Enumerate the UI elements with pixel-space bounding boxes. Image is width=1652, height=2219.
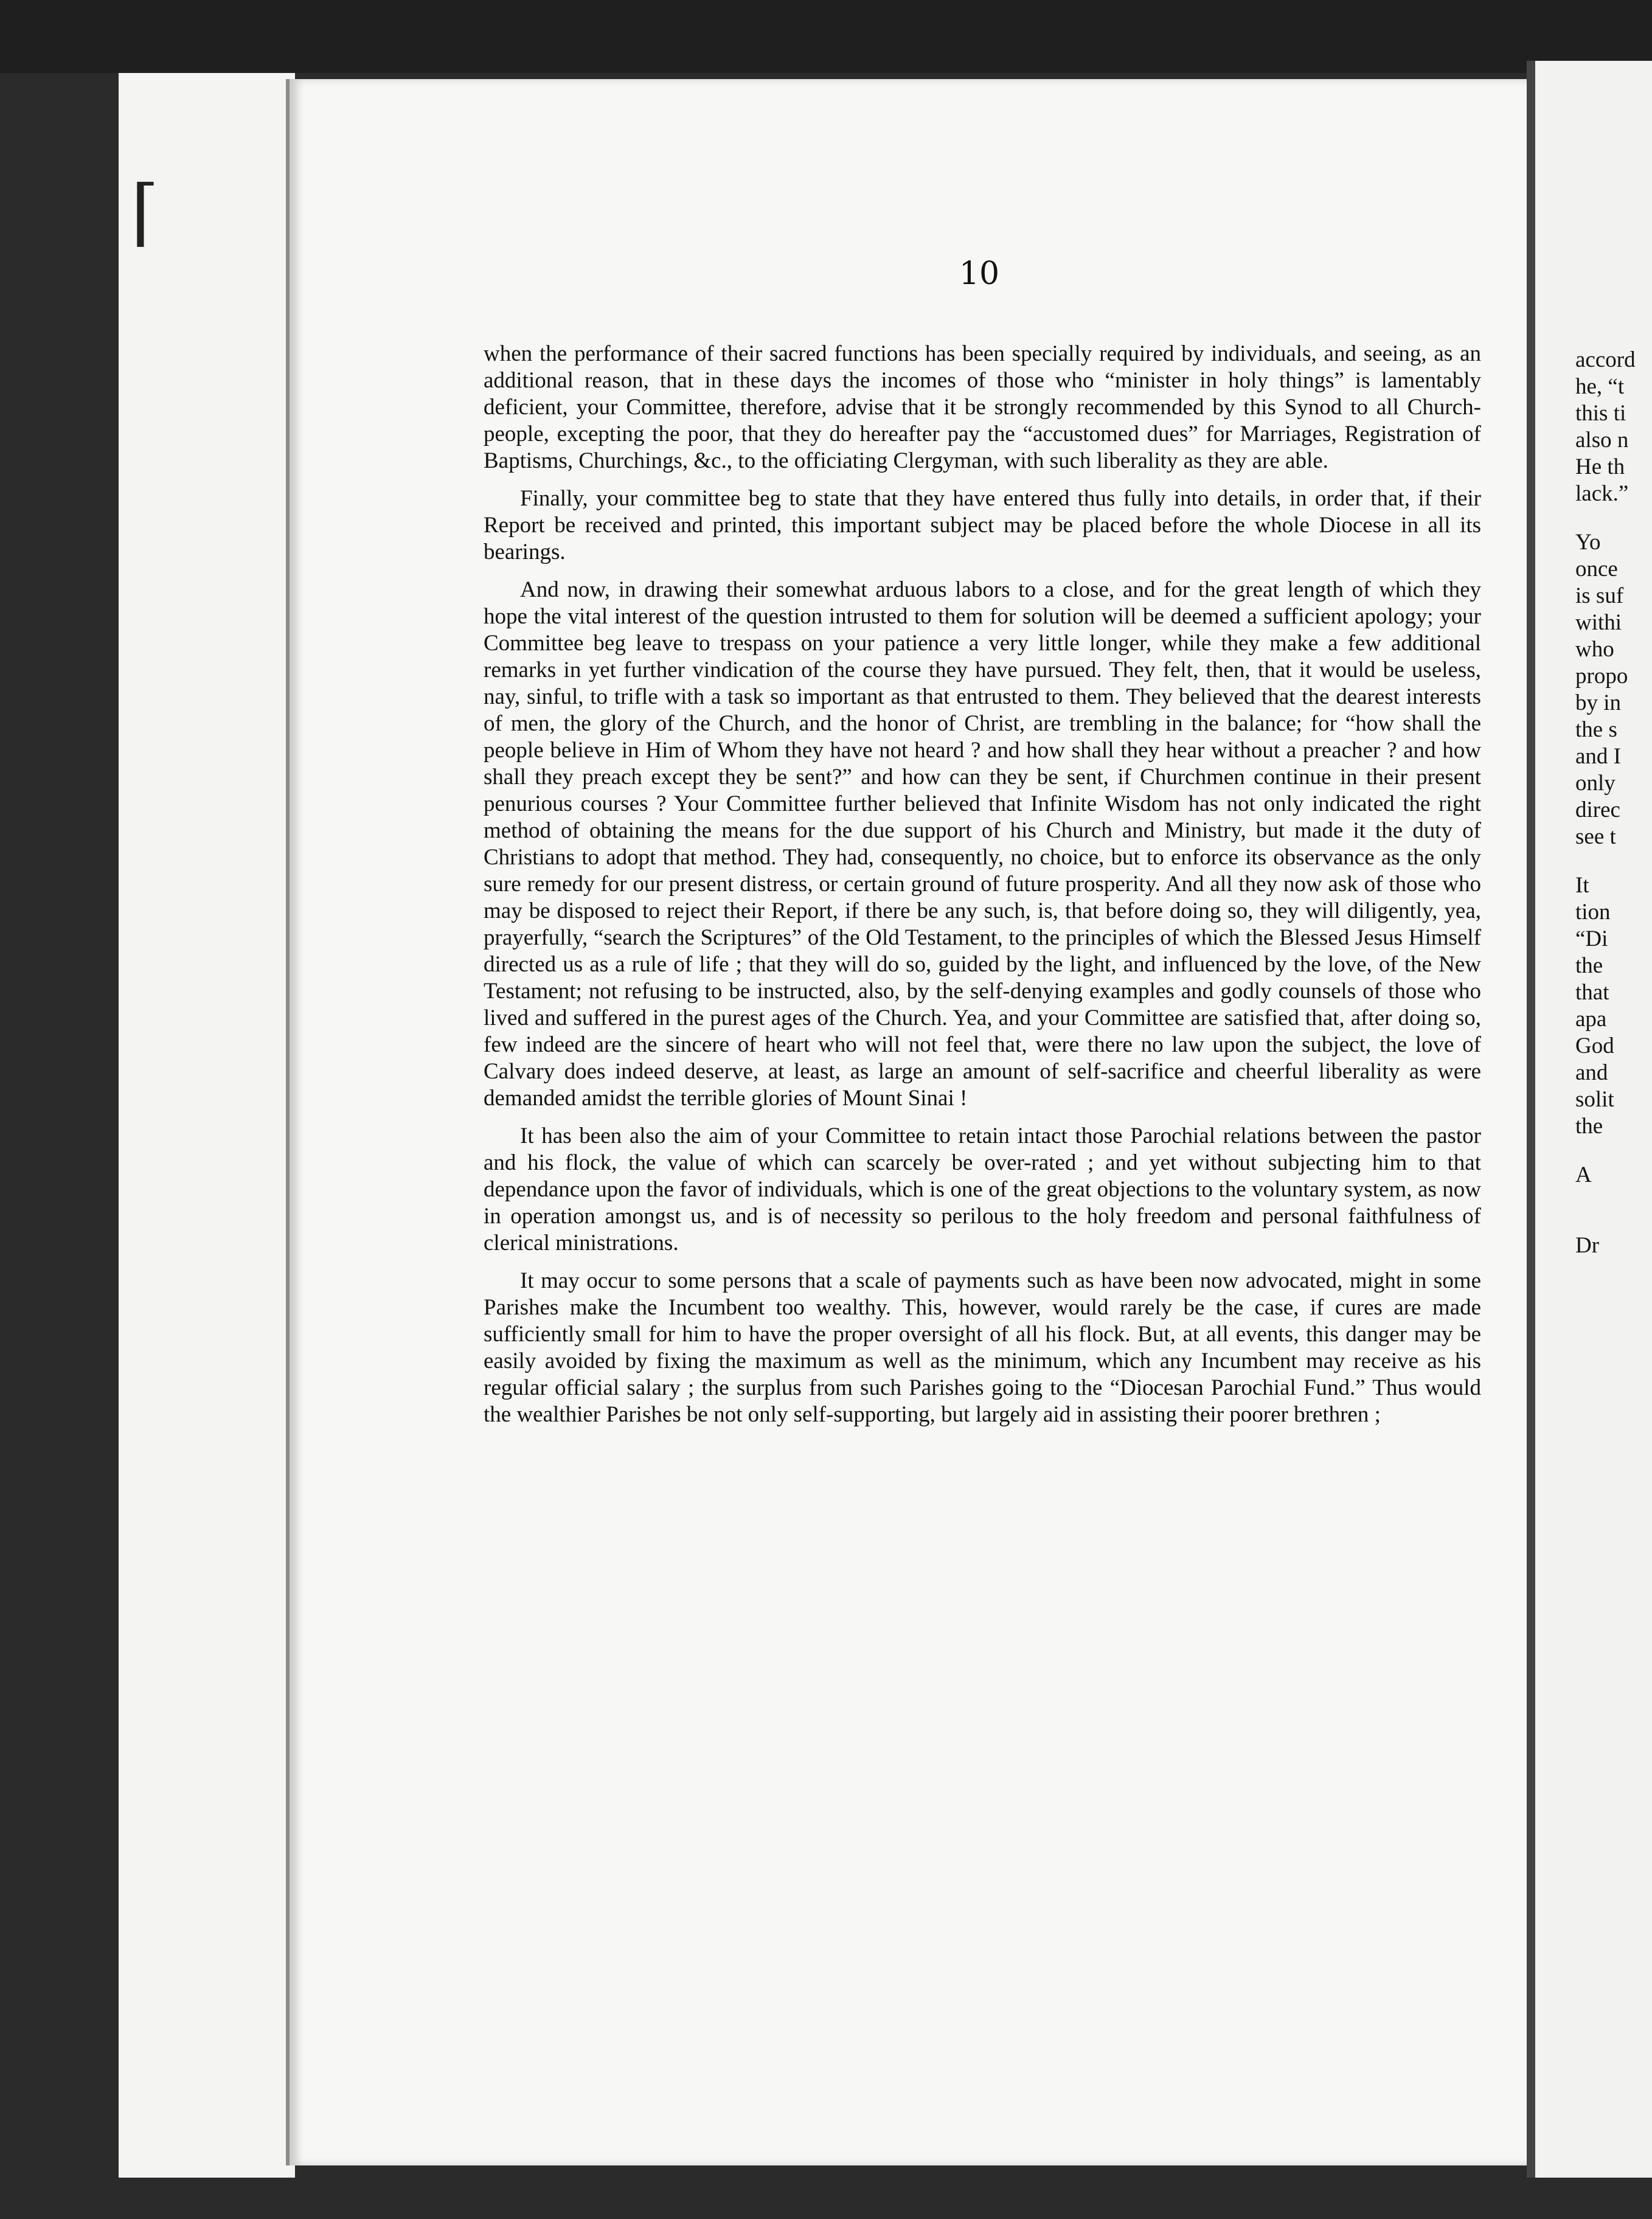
fragment-line: by in <box>1575 690 1622 715</box>
scan-background <box>0 0 1652 73</box>
fragment-line: and <box>1575 1060 1608 1085</box>
fragment-line: that <box>1575 980 1609 1005</box>
paragraph-3: And now, in drawing their somewhat arduous labors to a close, and for the great length of which they hope the vital interest of the question intrusted to them for solution will be deemed a sufficient apology; your Committee beg leave to trespass on your patience a very little longer, while they make a few additional remarks in yet further vindication of the course they have pursued. They felt, then, that it would be useless, nay, sinful, to trifle with a task so important as that entrusted to them. They believed that the dearest interests of men, the glory of the Church, and the honor of Christ, are trembling in the balance; for “how shall the people believe in Him of Whom they have not heard ? and how shall they hear without a preacher ? and how shall they preach except they be sent?” and how can they be sent, if Churchmen continue in their present penurious courses ? Your Committee further believed that Infinite Wisdom has not only indicated the right method of obtaining the means for the due support of his Church and Ministry, but made it the duty of Christians to adopt that method. They had, consequently, no choice, but to enforce its observance as the only sure remedy for our present distress, or certain ground of future prosperity. And all they now ask of those who may be disposed to reject their Report, if there be any such, is, that before doing so, they will diligently, yea, prayerfully, “search the Scriptures” of the Old Testament, to the principles of which the Blessed Jesus Himself directed us as a rule of life ; that they will do so, guided by the light, and influenced by the love, of the New Testament; not refusing to be instructed, also, by the self-denying examples and godly counsels of those who lived and suffered in the purest ages of the Church. Yea, and your Committee are satisfied that, after doing so, few indeed are the sincere of heart who will not feel that, were there no law upon the subject, the love of Calvary does indeed deserve, at least, as large an amount of self-sacrifice and cheerful liberality as were demanded amidst the terrible glories of Mount Sinai ! <box>484 577 1481 1111</box>
fragment-line: the <box>1575 953 1603 978</box>
fragment-line: lack.” <box>1575 481 1629 506</box>
left-page-edge <box>119 73 295 2178</box>
fragment-line: “Di <box>1575 926 1608 951</box>
fragment-line: tion <box>1575 900 1611 925</box>
fragment-line: accord <box>1575 347 1636 372</box>
fragment-line: and I <box>1575 744 1621 769</box>
paragraph-4: It has been also the aim of your Committee to retain intact those Parochial relations between the pastor and his flock, the value of which can scarcely be over-rated ; and yet without subjecting him to that dependance upon the favor of individuals, which is one of the great objections to the voluntary system, as now in operation amongst us, and is of necessity so perilous to the holy freedom and personal faithfulness of clerical ministrations. <box>484 1123 1481 1255</box>
page-number: 10 <box>959 255 1000 292</box>
fragment-line: the <box>1575 1114 1603 1139</box>
paragraph-1: when the performance of their sacred functions has been specially required by individuals, and seeing, as an additional reason, that in these days the incomes of those who “minister in holy things” is lamentably deficient, your Committee, therefore, advise that it be strongly recommended by this Synod to all Church-people, excepting the poor, that they do hereafter pay the “accustomed dues” for Marriages, Registration of Baptisms, Churchings, &c., to the officiating Clergyman, with such liberality as they are able. <box>484 341 1481 473</box>
paragraph-5: It may occur to some persons that a scale of payments such as have been now advocated, might in some Parishes make the Incumbent too wealthy. This, however, would rarely be the case, if cures are made sufficiently small for him to have the proper oversight of all his flock. But, at all events, this danger may be easily avoided by fixing the maximum as well as the minimum, which any Incumbent may receive as his regular official salary ; the surplus from such Parishes going to the “Diocesan Parochial Fund.” Thus would the wealthier Parishes be not only self-supporting, but largely aid in assisting their poorer brethren ; <box>484 1268 1481 1427</box>
fragment-line: solit <box>1575 1087 1614 1112</box>
fragment-line: see t <box>1575 824 1616 849</box>
fragment-line: A <box>1575 1162 1592 1187</box>
fragment-line: apa <box>1575 1007 1607 1032</box>
page-body <box>484 341 1481 2086</box>
fragment-line: He th <box>1575 454 1625 479</box>
fragment-line: this ti <box>1575 401 1626 426</box>
fragment-line: It <box>1575 873 1589 898</box>
right-page-fragments <box>1575 347 1652 1381</box>
fragment-line: only <box>1575 771 1616 796</box>
fragment-line: is suf <box>1575 583 1624 608</box>
fragment-line: who <box>1575 637 1614 662</box>
fragment-line: propo <box>1575 664 1628 689</box>
fragment-line: also n <box>1575 428 1629 453</box>
pen-mark: ⌈ <box>131 170 159 255</box>
fragment-line: the s <box>1575 717 1617 742</box>
fragment-line: he, “t <box>1575 374 1625 399</box>
fragment-line: God <box>1575 1033 1614 1058</box>
fragment-line: once <box>1575 557 1618 582</box>
fragment-line: Dr <box>1575 1233 1600 1258</box>
fragment-line: Yo <box>1575 530 1601 555</box>
fragment-line: withi <box>1575 610 1622 635</box>
fragment-line: direc <box>1575 797 1620 822</box>
paragraph-2: Finally, your committee beg to state that they have entered thus fully into details, in order that, if their Report be received and printed, this important subject may be placed before the whole Diocese in all its bearings. <box>484 486 1481 564</box>
